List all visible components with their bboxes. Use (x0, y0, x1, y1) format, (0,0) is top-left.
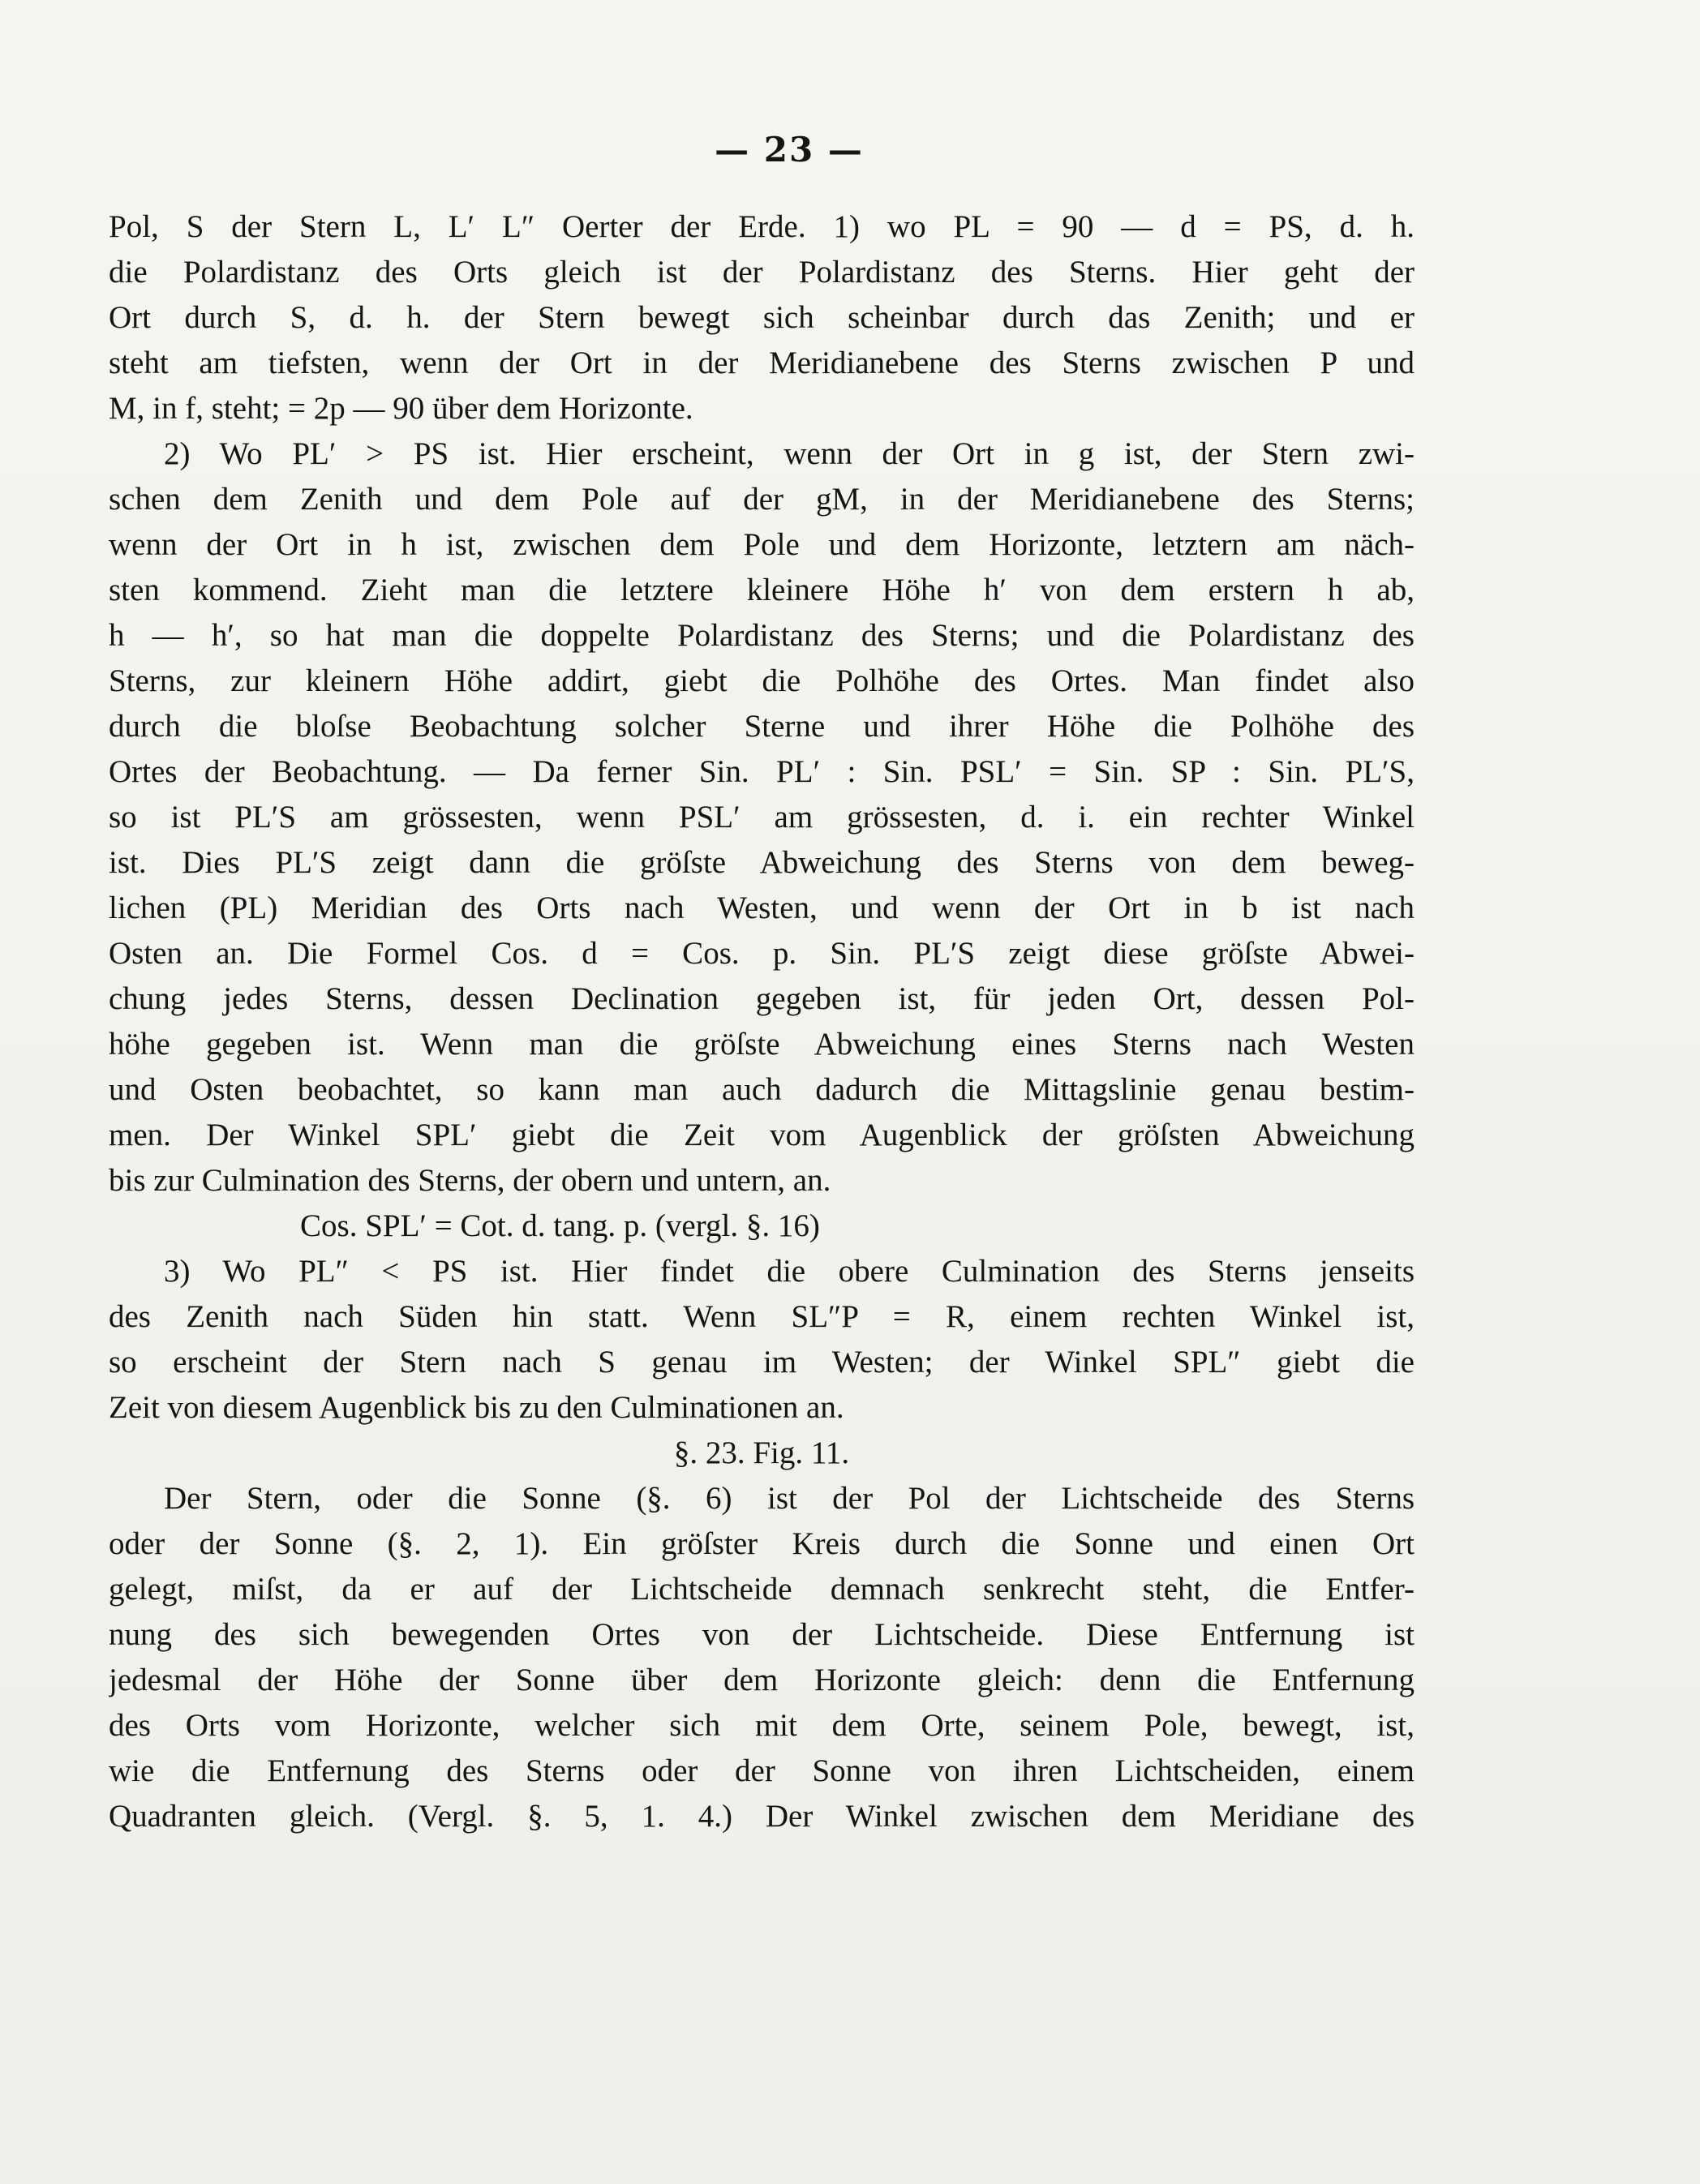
text-line: Sterns, zur kleinern Höhe addirt, giebt die Polhöhe des Ortes. Man findet also (109, 663, 1415, 698)
section-paragraph-start: Der Stern, oder die Sonne (§. 6) ist der Pol der Lichtscheide des Sterns (164, 1481, 1415, 1516)
text-line: die Polardistanz des Orts gleich ist der Polardistanz des Sterns. Hier geht der (109, 255, 1415, 290)
text-line: durch die bloſse Beobachtung solcher Sterne und ihrer Höhe die Polhöhe des (109, 709, 1415, 744)
text-line: chung jedes Sterns, dessen Declination gegeben ist, für jeden Ort, dessen Pol- (109, 981, 1415, 1016)
text-line: des Zenith nach Süden hin statt. Wenn SL″P = R, einem rechten Winkel ist, (109, 1299, 1415, 1334)
text-line: wie die Entfernung des Sterns oder der Sonne von ihren Lichtscheiden, einem (109, 1753, 1415, 1788)
page-number: — 23 — (715, 130, 864, 169)
text-line: Pol, S der Stern L, L′ L″ Oerter der Erde. 1) wo PL = 90 — d = PS, d. h. (109, 209, 1415, 244)
text-line: Ortes der Beobachtung. — Da ferner Sin. PL′ : Sin. PSL′ = Sin. SP : Sin. PL′S, (109, 754, 1415, 789)
text-line: nung des sich bewegenden Ortes von der Lichtscheide. Diese Entfernung ist (109, 1617, 1415, 1652)
text-line: steht am tiefsten, wenn der Ort in der Meridianebene des Sterns zwischen P und (109, 345, 1415, 380)
text-line: M, in f, steht; = 2p — 90 über dem Horizonte. (109, 391, 693, 426)
text-line: h — h′, so hat man die doppelte Polardistanz des Sterns; und die Polardistanz des (109, 618, 1415, 653)
text-line: ist. Dies PL′S zeigt dann die gröſste Abweichung des Sterns von dem beweg- (109, 845, 1415, 880)
text-line: gelegt, miſst, da er auf der Lichtscheide demnach senkrecht steht, die Entfer- (109, 1572, 1415, 1607)
text-line: schen dem Zenith und dem Pole auf der gM, in der Meridianebene des Sterns; (109, 482, 1415, 517)
text-line: men. Der Winkel SPL′ giebt die Zeit vom Augenblick der gröſsten Abweichung (109, 1118, 1415, 1152)
text-line: bis zur Culmination des Sterns, der obern und untern, an. (109, 1163, 831, 1198)
text-line: höhe gegeben ist. Wenn man die gröſste Abweichung eines Sterns nach Westen (109, 1027, 1415, 1062)
text-line: jedesmal der Höhe der Sonne über dem Horizonte gleich: denn die Entfernung (109, 1663, 1415, 1697)
body-text (109, 204, 1415, 1839)
text-line: sten kommend. Zieht man die letztere kleinere Höhe h′ von dem erstern h ab, (109, 573, 1415, 607)
text-line: des Orts vom Horizonte, welcher sich mit dem Orte, seinem Pole, bewegt, ist, (109, 1708, 1415, 1743)
paragraph-3-start: 3) Wo PL″ < PS ist. Hier findet die obere Culmination des Sterns jenseits (164, 1254, 1415, 1289)
text-line: Quadranten gleich. (Vergl. §. 5, 1. 4.) Der Winkel zwischen dem Meridiane des (109, 1799, 1415, 1834)
text-line: lichen (PL) Meridian des Orts nach Westen, und wenn der Ort in b ist nach (109, 890, 1415, 925)
text-line: so erscheint der Stern nach S genau im Westen; der Winkel SPL″ giebt die (109, 1345, 1415, 1379)
text-line: so ist PL′S am grössesten, wenn PSL′ am grössesten, d. i. ein rechter Winkel (109, 800, 1415, 835)
text-line: und Osten beobachtet, so kann man auch dadurch die Mittagslinie genau bestim- (109, 1072, 1415, 1107)
formula-line: Cos. SPL′ = Cot. d. tang. p. (vergl. §. 16) (300, 1208, 820, 1243)
text-line: oder der Sonne (§. 2, 1). Ein gröſster Kreis durch die Sonne und einen Ort (109, 1526, 1415, 1561)
section-heading: §. 23. Fig. 11. (673, 1435, 850, 1470)
text-line: Zeit von diesem Augenblick bis zu den Culminationen an. (109, 1390, 844, 1425)
text-line: Osten an. Die Formel Cos. d = Cos. p. Sin. PL′S zeigt diese gröſste Abwei- (109, 936, 1415, 971)
text-line: wenn der Ort in h ist, zwischen dem Pole und dem Horizonte, letztern am näch- (109, 527, 1415, 562)
paragraph-2-start: 2) Wo PL′ > PS ist. Hier erscheint, wenn der Ort in g ist, der Stern zwi- (164, 436, 1415, 471)
text-line: Ort durch S, d. h. der Stern bewegt sich scheinbar durch das Zenith; und er (109, 300, 1415, 335)
